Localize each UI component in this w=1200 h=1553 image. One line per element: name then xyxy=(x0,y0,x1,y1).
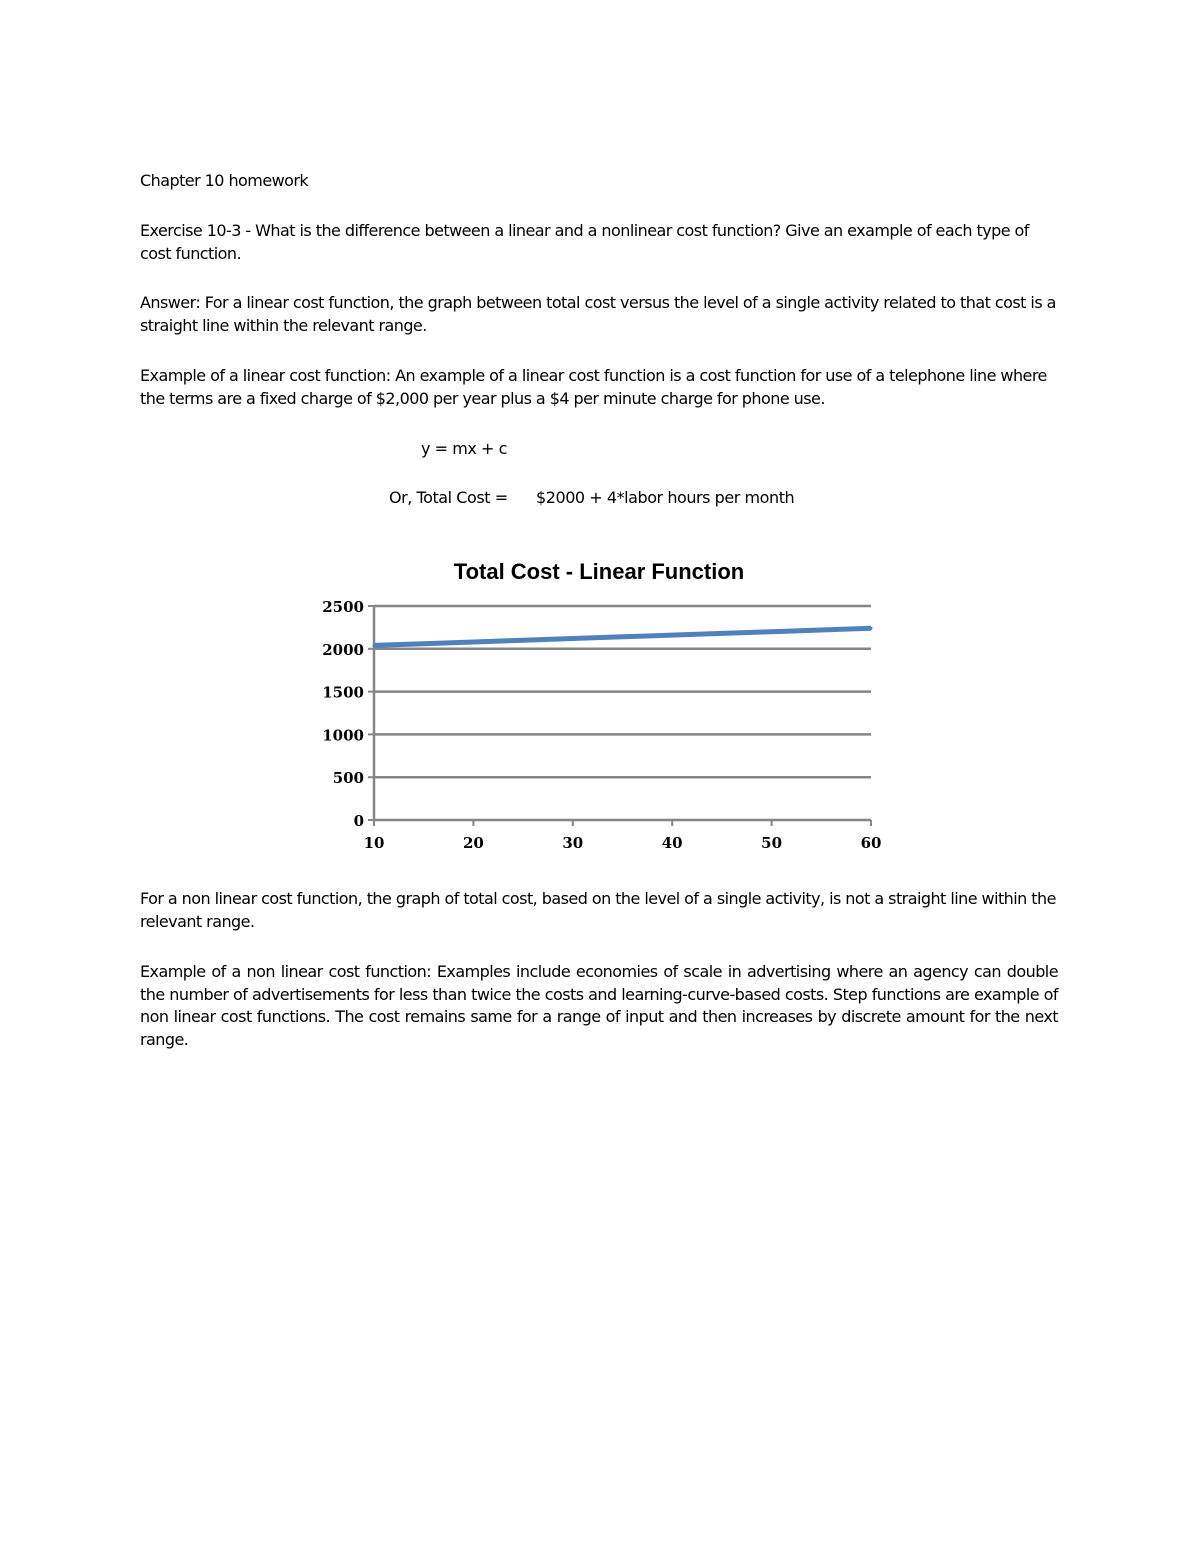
data-point xyxy=(422,642,425,645)
x-tick-label: 60 xyxy=(860,834,882,852)
data-point xyxy=(621,635,624,638)
formula-line: y = mx + c xyxy=(421,439,507,458)
x-tick-label: 30 xyxy=(562,834,584,852)
x-tick-label: 40 xyxy=(661,834,683,852)
y-tick-label: 500 xyxy=(332,769,364,788)
data-point xyxy=(720,632,723,635)
nonlinear-example-paragraph: Example of a non linear cost function: Examples include economies of scale in advertising where an agency can double the number of advertisements for less than twice the costs and learning-curve-based costs. Step functions are example of non linear cost functions. The cost remains same for a range of input and then increases by discrete amount for the next range. xyxy=(140,962,1058,1049)
data-point xyxy=(522,639,525,642)
answer-paragraph: Answer: For a linear cost function, the graph between total cost versus the level of a single activity related to that cost is a straight line within the relevant range. xyxy=(140,293,1056,335)
y-tick-label: 1500 xyxy=(322,683,364,702)
data-point xyxy=(373,644,376,647)
chart-title: Total Cost - Linear Function xyxy=(453,559,745,584)
exercise-question: Exercise 10-3 - What is the difference between a linear and a nonlinear cost function? Give an example of each type of cost function. xyxy=(140,221,1029,263)
y-tick-labels xyxy=(322,598,364,830)
data-point xyxy=(571,637,574,640)
x-tick-label: 50 xyxy=(761,834,783,852)
x-tick-label: 10 xyxy=(363,834,385,852)
y-tick-label: 1000 xyxy=(322,726,364,745)
total-cost-label: Or, Total Cost = xyxy=(389,488,508,507)
x-tick-labels xyxy=(364,834,882,852)
document-heading: Chapter 10 homework xyxy=(140,171,309,190)
linear-example-paragraph: Example of a linear cost function: An example of a linear cost function is a cost function for use of a telephone line where the terms are a fixed charge of $2,000 per year plus a $4 per minute charge for phone use. xyxy=(140,366,1047,408)
data-point xyxy=(870,627,873,630)
data-point xyxy=(770,630,773,633)
data-point xyxy=(820,628,823,631)
data-point xyxy=(472,640,475,643)
y-tick-label: 2000 xyxy=(322,640,364,659)
x-tick-label: 20 xyxy=(462,834,484,852)
chart-series xyxy=(373,627,873,647)
y-tick-label: 2500 xyxy=(322,598,364,616)
nonlinear-definition-paragraph: For a non linear cost function, the graph of total cost, based on the level of a single activity, is not a straight line within the relevant range. xyxy=(140,889,1056,931)
total-cost-expression: $2000 + 4*labor hours per month xyxy=(536,488,795,507)
y-tick-label: 0 xyxy=(353,812,364,830)
data-point xyxy=(671,634,674,637)
